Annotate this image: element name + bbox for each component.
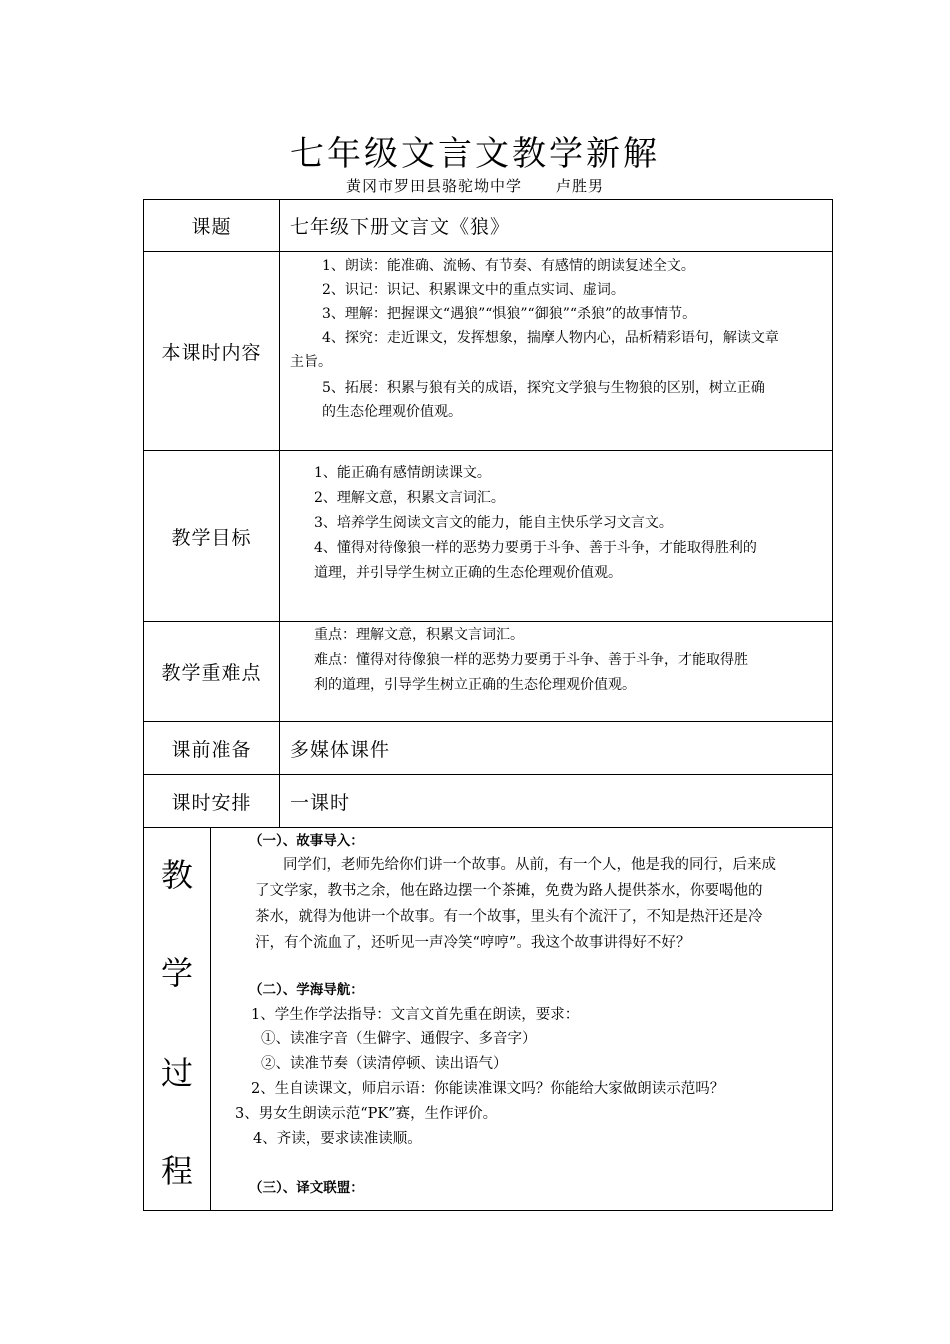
key-line: 难点：懂得对待像狼一样的恶势力要勇于斗争、善于斗争，才能取得胜 [314,652,748,668]
row-key-points [144,622,832,722]
author-name: 卢胜男 [556,177,605,195]
row-topic-label: 课题 [144,200,280,251]
document-title: 七年级文言文教学新解 [290,134,660,174]
row-content-label: 本课时内容 [144,252,280,450]
row-prep-value: 多媒体课件 [290,738,391,761]
section-heading: （一）、故事导入： [249,833,364,849]
goal-line: 4、懂得对待像狼一样的恶势力要勇于斗争、善于斗争，才能取得胜利的 [314,540,757,556]
row-topic-value: 七年级下册文言文《狼》 [290,216,511,238]
row-goals-label: 教学目标 [144,451,280,621]
paragraph-line: 1、学生作学法指导：文言文首先重在朗读，要求： [251,1007,580,1023]
row-key-value [280,622,832,721]
process-label-char: 程 [160,1152,193,1190]
paragraph-line: 4、齐读，要求读准读顺。 [253,1131,422,1147]
row-process [144,828,832,1210]
paragraph-line: 同学们，老师先给你们讲一个故事。从前，有一个人，他是我的同行，后来成 [283,857,776,873]
row-hours-value: 一课时 [290,791,351,814]
paragraph-line: 3、男女生朗读示范“PK”赛，生作评价。 [235,1106,498,1122]
row-key-label: 教学重难点 [144,622,280,721]
content-line: 主旨。 [290,354,332,370]
process-label-char: 学 [160,954,193,992]
row-goals-value [280,451,832,621]
content-line: 的生态伦理观价值观。 [322,404,462,420]
paragraph-line: 了文学家，教书之余，他在路边摆一个茶摊，免费为路人提供茶水，你要喝他的 [255,883,763,899]
paragraph-line: ①、读准字音（生僻字、通假字、多音字） [261,1031,537,1047]
paragraph-line: ②、读准节奏（读清停顿、读出语气） [261,1056,508,1072]
goal-line: 1、能正确有感情朗读课文。 [314,465,491,481]
row-hours [144,775,832,828]
row-content [144,252,832,451]
content-line: 3、理解：把握课文“遇狼”“惧狼”“御狼”“杀狼”的故事情节。 [322,306,697,322]
lesson-plan-table [143,199,833,1211]
row-content-value [280,252,832,450]
paragraph-line: 茶水，就得为他讲一个故事。有一个故事，里头有个流汗了，不知是热汗还是冷 [255,909,763,925]
content-line: 4、探究：走近课文，发挥想象，揣摩人物内心，品析精彩语句，解读文章 [322,330,779,346]
row-goals [144,451,832,622]
paragraph-line: 汗，有个流血了，还听见一声冷笑“哼哼”。我这个故事讲得好不好？ [255,935,691,951]
section-heading: （二）、学海导航： [249,982,364,998]
process-label-char: 过 [160,1054,193,1092]
key-line: 利的道理，引导学生树立正确的生态伦理观价值观。 [314,677,636,693]
row-hours-label: 课时安排 [144,775,280,827]
goal-line: 2、理解文意，积累文言词汇。 [314,490,505,506]
content-line: 2、识记：识记、积累课文中的重点实词、虚词。 [322,282,625,298]
content-line: 1、朗读：能准确、流畅、有节奏、有感情的朗读复述全文。 [322,258,695,274]
row-prep-label: 课前准备 [144,722,280,774]
process-label [144,828,211,1210]
goal-line: 3、培养学生阅读文言文的能力，能自主快乐学习文言文。 [314,515,673,531]
row-topic [144,200,832,252]
process-body [211,828,832,1210]
author-school: 黄冈市罗田县骆驼坳中学 [345,177,522,195]
author-line [0,175,950,196]
goal-line: 道理，并引导学生树立正确的生态伦理观价值观。 [314,565,622,581]
paragraph-line: 2、生自读课文，师启示语：你能读准课文吗？你能给大家做朗读示范吗？ [251,1081,725,1097]
content-line: 5、拓展：积累与狼有关的成语，探究文学狼与生物狼的区别，树立正确 [322,380,765,396]
key-line: 重点：理解文意，积累文言词汇。 [314,627,524,643]
section-heading: （三）、译文联盟： [249,1180,364,1196]
row-prep [144,722,832,775]
process-label-char: 教 [160,856,193,894]
